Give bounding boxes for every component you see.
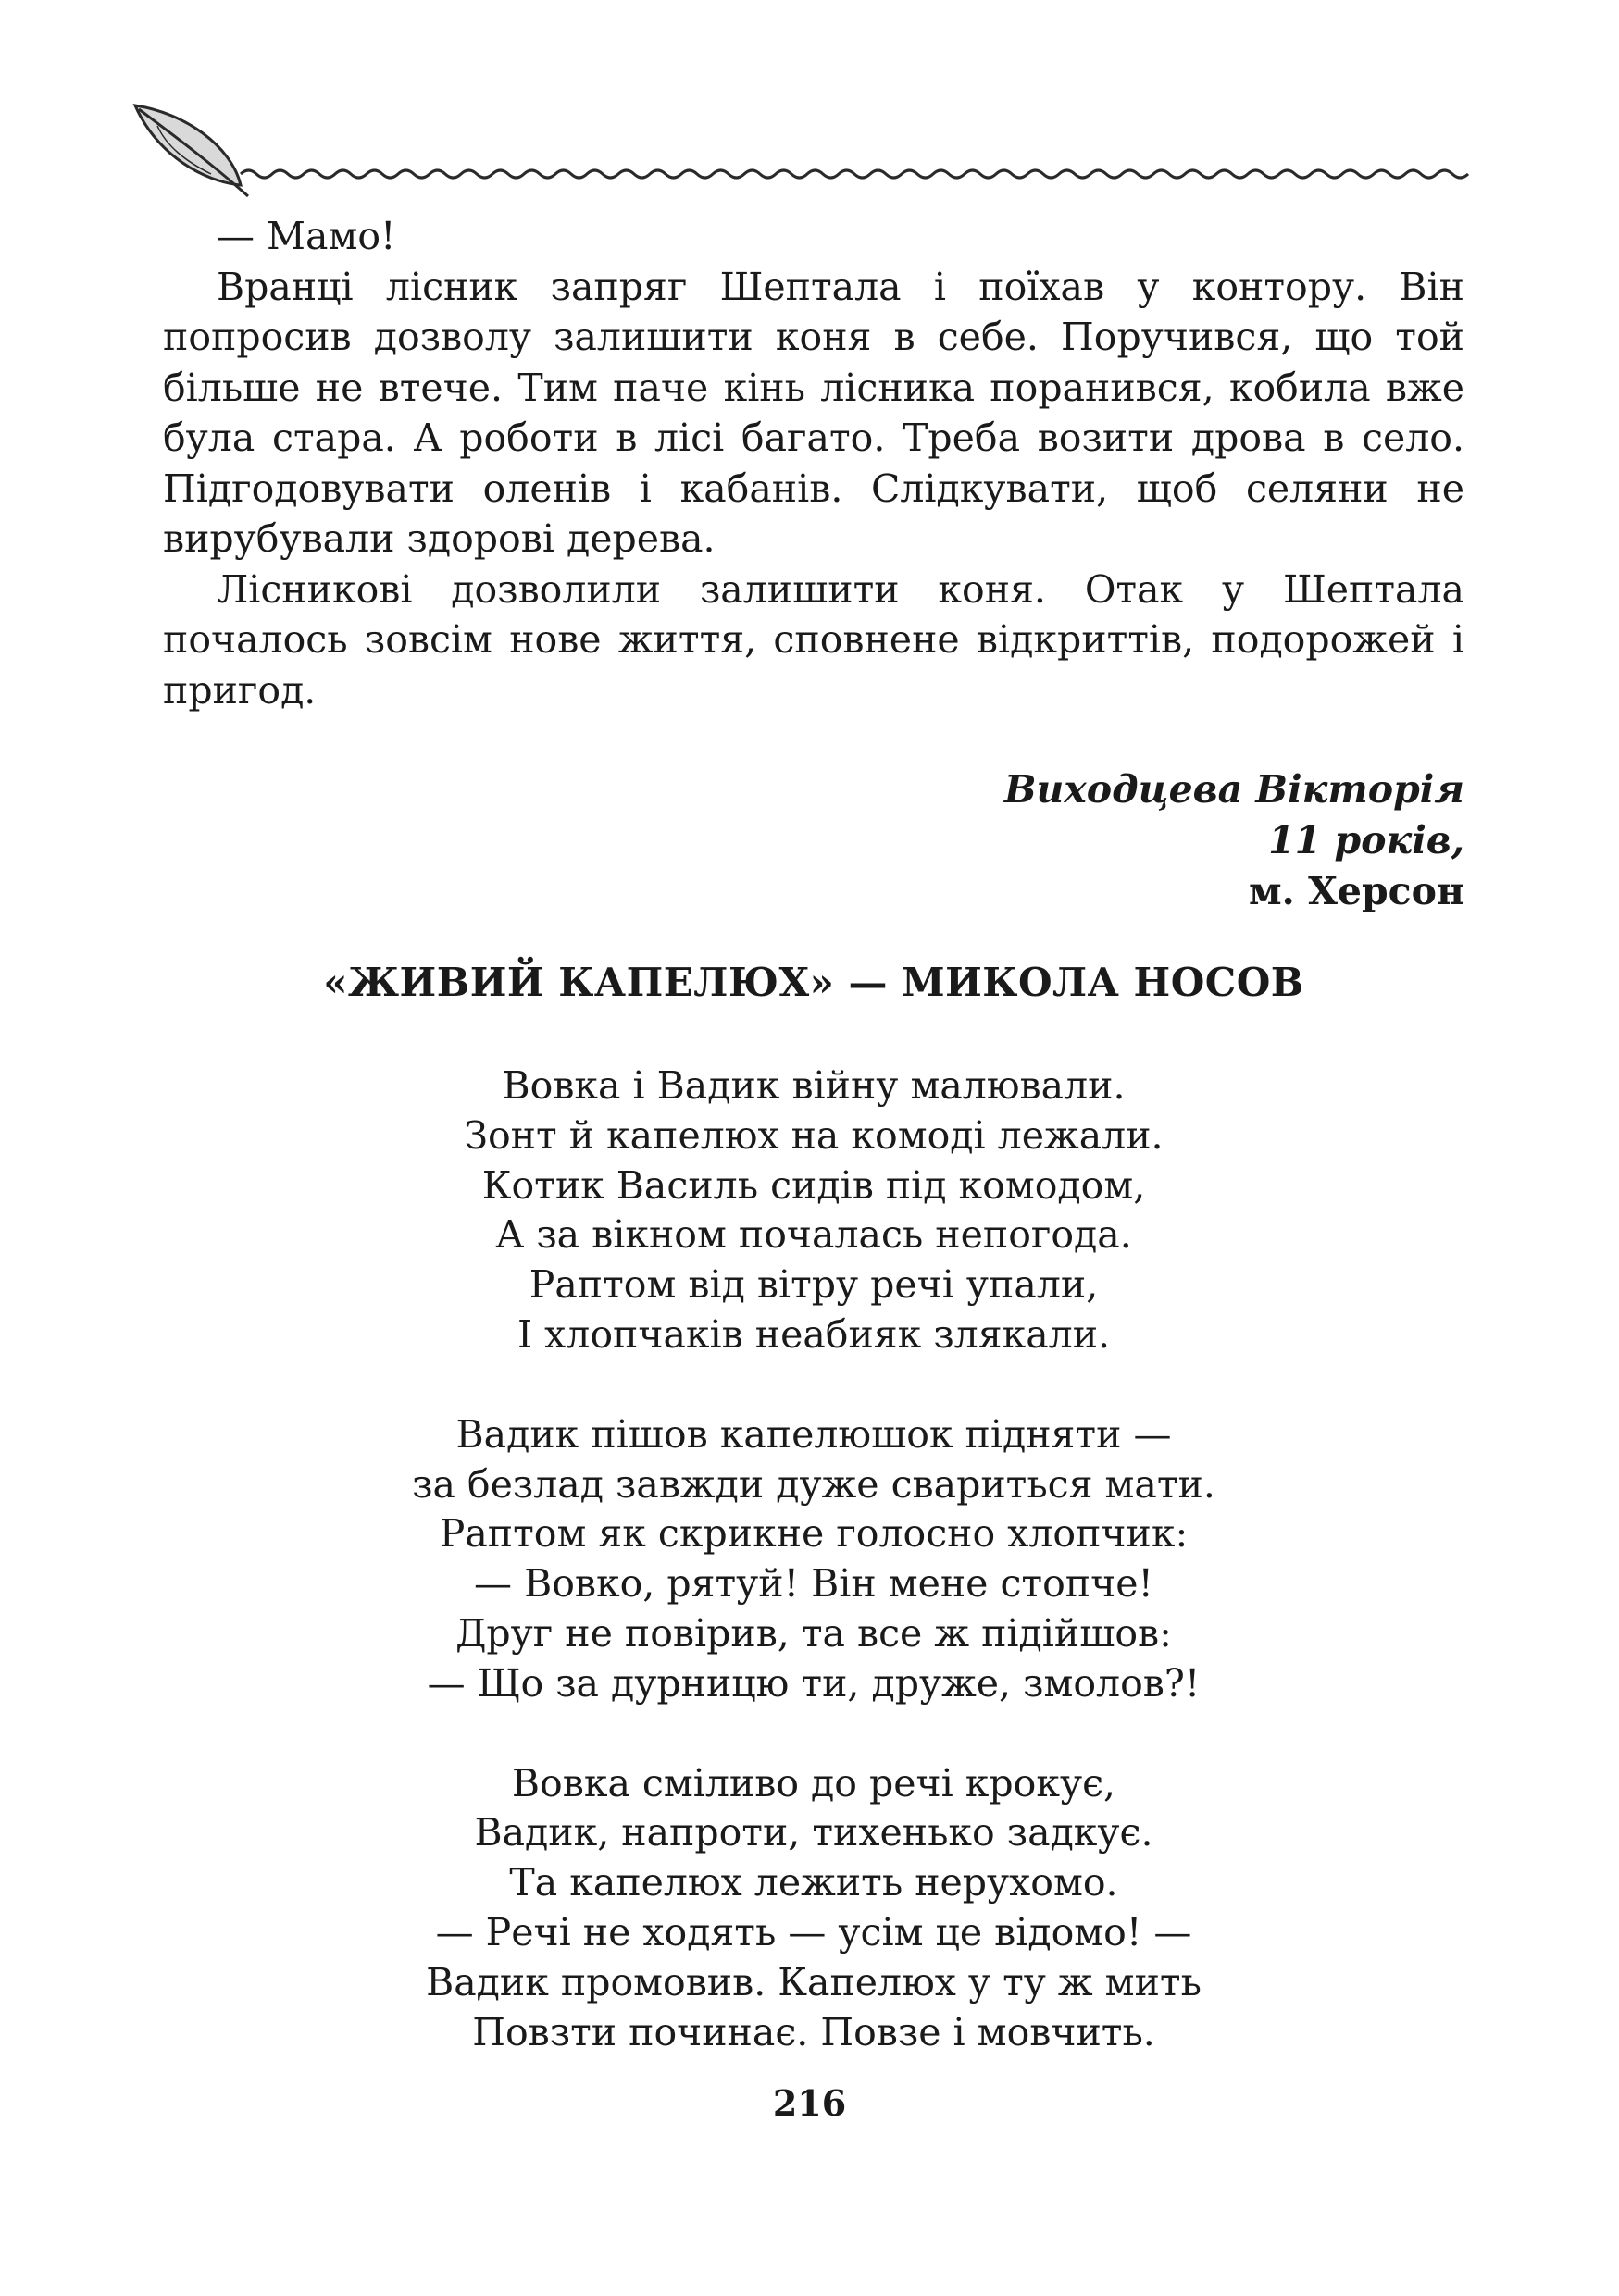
- poem-line: Вадик, напроти, тихенько задкує.: [474, 1810, 1153, 1855]
- page-number: 216: [772, 2082, 847, 2124]
- author-age: 11 років,: [1268, 818, 1464, 863]
- feather-quill-icon: [135, 105, 248, 196]
- header-ornament: [130, 100, 1472, 202]
- poem-line: Вадик пішов капелюшок підняти —: [455, 1411, 1172, 1457]
- poem-title: «ЖИВИЙ КАПЕЛЮХ» — МИКОЛА НОСОВ: [323, 960, 1304, 1005]
- poem-line: Вовка і Вадик війну малювали.: [502, 1063, 1126, 1108]
- poem-line: — Речі не ходять — усім це відомо! —: [435, 1909, 1192, 1955]
- poem-line: — Вовко, рятуй! Він мене стопче!: [474, 1561, 1153, 1607]
- poem-line: — Що за дурницю ти, друже, змолов?!: [427, 1660, 1201, 1706]
- poem-line: А за вікном почалась непогода.: [495, 1212, 1132, 1258]
- poem-line: Та капелюх лежить нерухомо.: [509, 1860, 1118, 1905]
- author-signature: [1004, 764, 1464, 917]
- poem-line: І хлопчаків неабияк злякали.: [517, 1311, 1111, 1357]
- poem-line: Раптом як скрикне голосно хлопчик:: [439, 1511, 1189, 1557]
- poem-line: Вадик промовив. Капелюх у ту ж мить: [426, 1959, 1202, 2004]
- poem-line: за безлад завжди дуже свариться мати.: [412, 1461, 1215, 1507]
- paragraph: — Мамо!: [217, 214, 396, 258]
- poem-stanza: [163, 1061, 1464, 1360]
- poem-line: Раптом від вітру речі упали,: [529, 1262, 1099, 1308]
- wavy-line-divider: [241, 170, 1468, 178]
- paragraph: Лісникові дозволили залишити коня. Отак у Шептала почалось зовсім нове життя, сповнене відкриттів, подорожей і пригод.: [163, 566, 1464, 713]
- author-name: Виходцева Вікторія: [1003, 767, 1464, 812]
- author-city: м. Херсон: [1248, 869, 1464, 913]
- poem-body: [163, 1061, 1464, 2107]
- poem-stanza: [163, 1410, 1464, 1709]
- poem-line: Зонт й капелюх на комоді лежали.: [464, 1112, 1164, 1158]
- poem-line: Повзти починає. Повзе і мовчить.: [472, 2009, 1155, 2054]
- poem-stanza: [163, 1759, 1464, 2058]
- poem-line: Друг не повірив, та все ж підійшов:: [455, 1610, 1172, 1656]
- poem-line: Вовка сміливо до речі крокує,: [511, 1760, 1116, 1806]
- paragraph: Вранці лісник запряг Шептала і поїхав у контору. Він попросив дозволу залишити коня в себе. Поручився, що той більше не втече. Тим паче кінь лісника поранився, кобила вже була стара. А роботи в лісі багато. Треба возити дрова в село. Підгодовувати оленів і кабанів. Слідкувати, щоб селяни не вирубували здорові дерева.: [163, 264, 1464, 561]
- poem-line: Котик Василь сидів під комодом,: [481, 1162, 1146, 1208]
- prose-block: [163, 211, 1464, 715]
